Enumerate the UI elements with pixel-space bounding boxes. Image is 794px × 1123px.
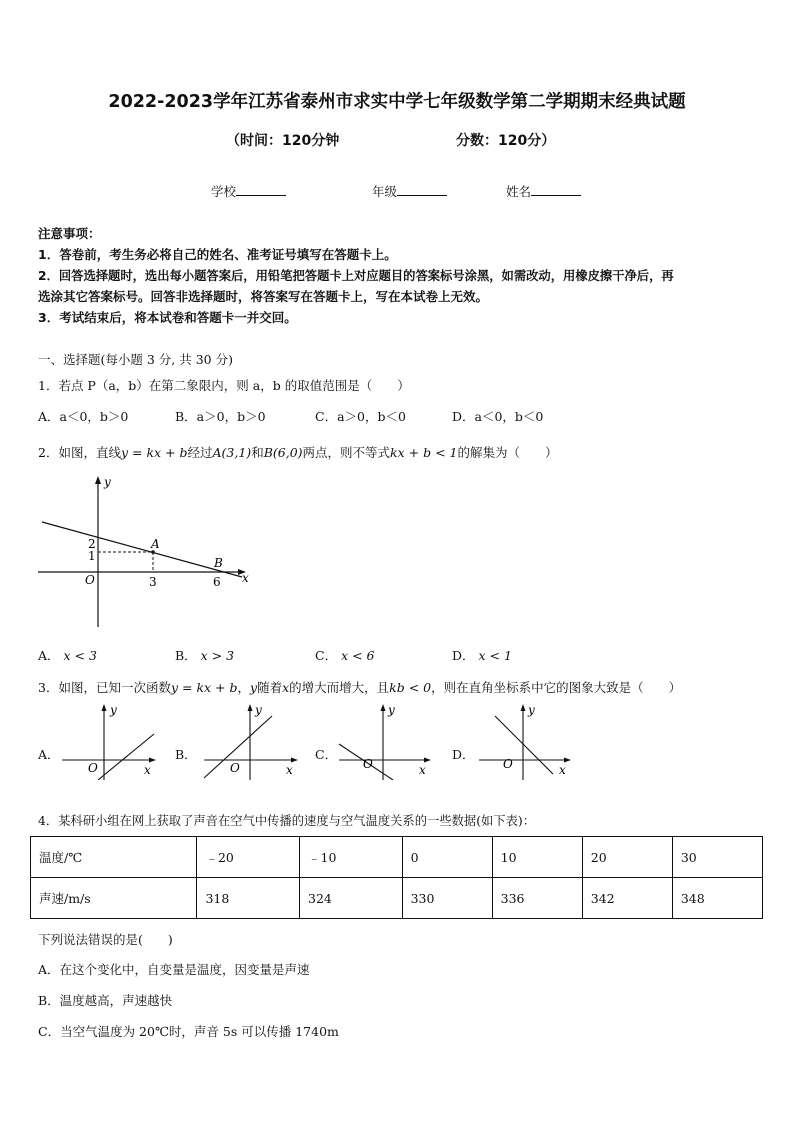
table-cell: 324 <box>300 878 403 919</box>
question-2-stem <box>38 443 557 461</box>
q3-option-a-label[interactable]: A． <box>38 747 60 762</box>
name-blank <box>531 183 581 196</box>
q3-option-b-label[interactable]: B． <box>175 747 197 762</box>
q3-condition: kb < 0 <box>389 680 432 695</box>
table-row <box>31 837 763 878</box>
q2-text-1: 2．如图，直线 <box>38 445 121 460</box>
q2-point-a: A(3,1) <box>212 445 252 460</box>
data-table <box>30 836 763 919</box>
table-cell: ﹣10 <box>300 837 403 878</box>
y-label: y <box>388 703 395 717</box>
x-label: x <box>144 763 151 777</box>
x-label: x <box>286 763 293 777</box>
table-cell: 30 <box>672 837 762 878</box>
q3-graph-b[interactable] <box>200 702 305 780</box>
grade-blank <box>397 183 447 196</box>
x-axis-arrow <box>291 758 298 763</box>
q3-option-d-label[interactable]: D． <box>452 747 475 762</box>
q2-option-a-value: x < 3 <box>63 648 97 663</box>
school-label: 学校 <box>211 184 237 199</box>
table-cell: ﹣20 <box>197 837 300 878</box>
x-label: x <box>419 763 426 777</box>
table-cell: 348 <box>672 878 762 919</box>
q2-text-5: 的解集为（ ） <box>457 445 558 460</box>
y-axis-label: y <box>104 475 111 489</box>
question-1-stem: 1．若点 P（a，b）在第二象限内，则 a，b 的取值范围是（ ） <box>38 378 410 393</box>
q1-option-d[interactable]: D．a＜0，b＜0 <box>452 409 544 424</box>
tick-label-6: 6 <box>213 575 221 589</box>
notice-item: 2．回答选择题时，选出每小题答案后，用铅笔把答题卡上对应题目的答案标号涂黑，如需改动，用橡皮擦干净后，再 <box>38 269 674 283</box>
q2-text-2: 经过 <box>187 445 213 460</box>
x-label: x <box>559 763 566 777</box>
line-y-kx-b <box>42 522 242 577</box>
notice-heading: 注意事项： <box>38 226 101 241</box>
x-axis-label: x <box>242 571 249 585</box>
y-axis-arrow <box>521 704 526 711</box>
q3-x-var: x <box>282 680 290 695</box>
section-heading: 一、选择题(每小题 3 分, 共 30 分) <box>38 352 233 367</box>
school-field <box>211 182 286 200</box>
page-title: 2022-2023学年江苏省泰州市求实中学七年级数学第二学期期末经典试题 <box>108 92 686 112</box>
y-axis-arrow <box>102 704 107 711</box>
y-label: y <box>110 703 117 717</box>
table-cell: 336 <box>492 878 582 919</box>
school-blank <box>236 183 286 196</box>
table-row <box>31 878 763 919</box>
q3-text-3: 随着 <box>257 680 283 695</box>
name-field <box>506 182 581 200</box>
notice-item: 选涂其它答案标号。回答非选择题时，将答案写在答题卡上，写在本试卷上无效。 <box>38 289 489 304</box>
q1-option-a[interactable]: A．a＜0，b＞0 <box>38 409 129 424</box>
tick-label-2: 2 <box>88 537 96 551</box>
q2-text-3: 和 <box>251 445 264 460</box>
q3-expr-line: y = kx + b <box>170 680 238 695</box>
x-axis-arrow <box>424 758 431 763</box>
grade-field <box>372 182 447 200</box>
q3-graph-c[interactable] <box>335 702 440 780</box>
y-axis-arrow <box>248 704 253 711</box>
table-cell: 318 <box>197 878 300 919</box>
notice-item: 3．考试结束后，将本试卷和答题卡一并交回。 <box>38 310 297 325</box>
q2-expr-line: y = kx + b <box>120 445 188 460</box>
table-cell: 342 <box>582 878 672 919</box>
name-label: 姓名 <box>506 184 532 199</box>
q3-text-4: 的增大而增大，且 <box>289 680 390 695</box>
q2-option-b-label: B． <box>175 648 197 663</box>
origin-label: O <box>503 757 513 771</box>
q2-option-d-label: D． <box>452 648 475 663</box>
table-cell: 声速/m/s <box>31 878 197 919</box>
q4-option-a[interactable]: A．在这个变化中，自变量是温度，因变量是声速 <box>38 962 310 977</box>
q2-option-d-value: x < 1 <box>478 648 512 663</box>
x-axis-arrow <box>149 758 156 763</box>
point-a-label: A <box>151 537 160 551</box>
q3-option-c-label[interactable]: C． <box>315 747 338 762</box>
origin-label: O <box>363 757 373 771</box>
q4-option-b[interactable]: B．温度越高，声速越快 <box>38 993 173 1008</box>
q2-option-a-label: A． <box>38 648 60 663</box>
y-label: y <box>528 703 535 717</box>
table-cell: 20 <box>582 837 672 878</box>
notice-item: 1．答卷前，考生务必将自己的姓名、准考证号填写在答题卡上。 <box>38 247 397 262</box>
tick-label-1: 1 <box>88 549 96 563</box>
grade-label: 年级 <box>372 184 398 199</box>
q2-option-d[interactable] <box>452 646 512 664</box>
q1-option-b[interactable]: B．a＞0，b＞0 <box>175 409 266 424</box>
origin-label: O <box>88 761 98 775</box>
tick-label-3: 3 <box>149 575 157 589</box>
table-cell: 330 <box>402 878 492 919</box>
origin-label: O <box>230 761 240 775</box>
q3-graph-a[interactable] <box>58 702 163 780</box>
q2-option-c-label: C． <box>315 648 338 663</box>
q2-option-b[interactable] <box>175 646 234 664</box>
q4-option-c[interactable]: C．当空气温度为 20℃时，声音 5s 可以传播 1740m <box>38 1024 339 1039</box>
exam-time: （时间：120分钟 <box>226 133 340 149</box>
y-axis-arrow <box>381 704 386 711</box>
q2-option-c[interactable] <box>315 646 375 664</box>
q2-text-4: 两点，则不等式 <box>302 445 391 460</box>
q4-question: 下列说法错误的是( ) <box>38 932 173 947</box>
q2-option-a[interactable] <box>38 646 97 664</box>
origin-label: O <box>85 573 95 587</box>
question-4-stem: 4．某科研小组在网上获取了声音在空气中传播的速度与空气温度关系的一些数据(如下表)： <box>38 814 535 828</box>
q2-option-b-value: x > 3 <box>200 648 235 663</box>
q3-text-1: 3．如图，已知一次函数 <box>38 680 171 695</box>
table-cell: 0 <box>402 837 492 878</box>
q2-option-c-value: x < 6 <box>341 648 375 663</box>
y-label: y <box>255 703 262 717</box>
q3-text-2: ， <box>237 680 251 695</box>
q2-graph <box>30 472 260 632</box>
question-3-stem <box>38 678 681 696</box>
q2-inequality: kx + b < 1 <box>390 445 458 460</box>
q1-option-c[interactable]: C．a＞0，b＜0 <box>315 409 406 424</box>
point-b-label: B <box>214 556 223 570</box>
table-cell: 10 <box>492 837 582 878</box>
x-axis-arrow <box>564 758 571 763</box>
q2-point-b: B(6,0) <box>263 445 303 460</box>
exam-score: 分数：120分） <box>456 133 556 149</box>
table-cell: 温度/℃ <box>31 837 197 878</box>
q3-graph-d[interactable] <box>475 702 580 780</box>
y-axis-arrow <box>95 476 101 484</box>
q3-text-5: ，则在直角坐标系中它的图象大致是（ ） <box>431 680 682 695</box>
q3-y-var: y <box>250 680 258 695</box>
